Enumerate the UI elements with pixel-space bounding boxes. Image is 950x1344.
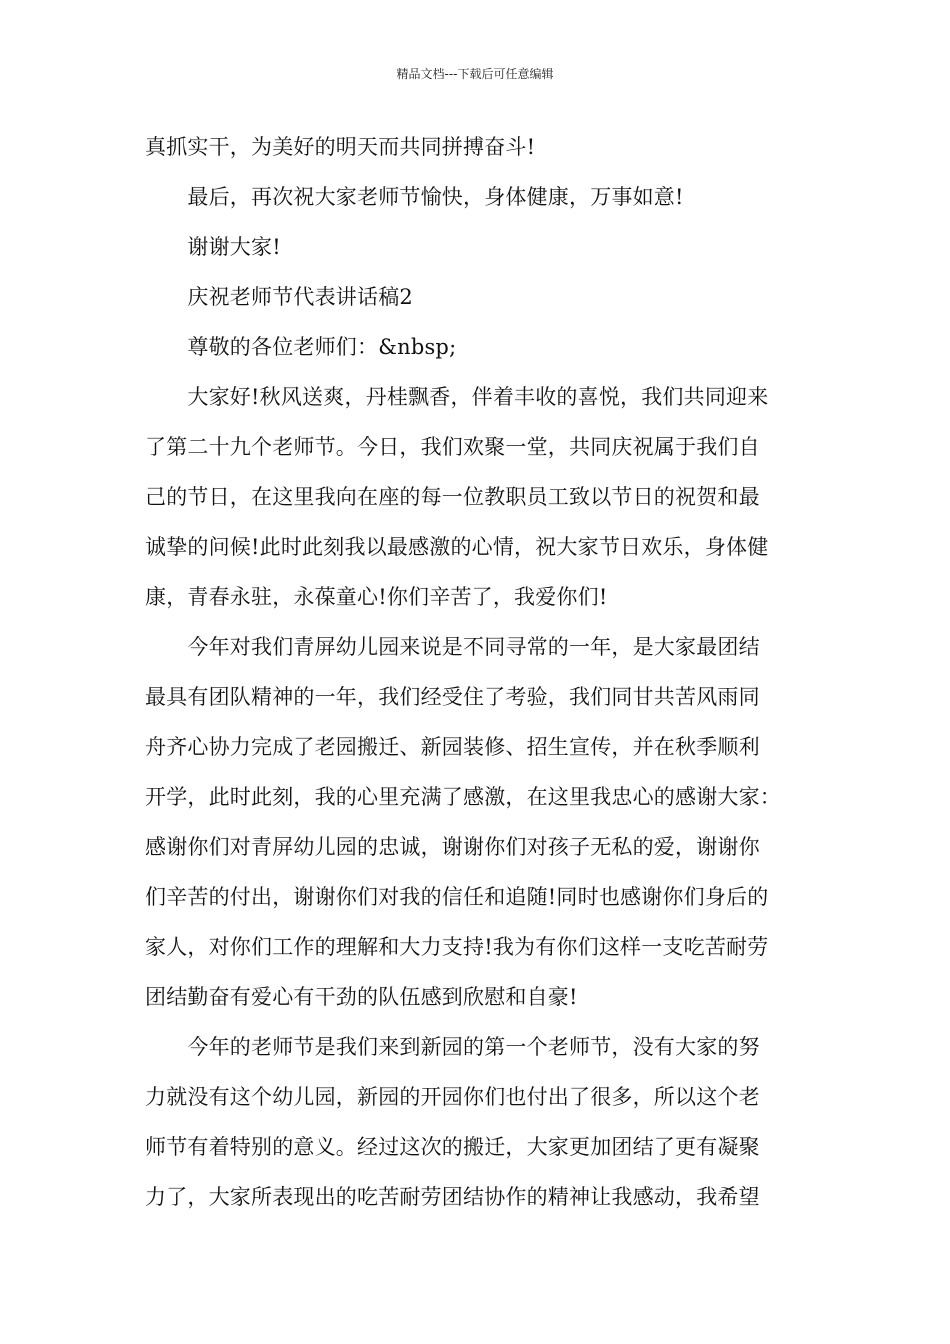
document-body [145, 122, 815, 1222]
text-line: 最后，再次祝大家老师节愉快，身体健康，万事如意! [145, 185, 684, 209]
text-line: 谢谢大家! [145, 235, 281, 259]
text-line: 了第二十九个老师节。今日，我们欢聚一堂，共同庆祝属于我们自 [145, 435, 760, 459]
text-line: 们辛苦的付出，谢谢你们对我的信任和追随!同时也感谢你们身后的 [145, 885, 769, 909]
text-line: 诚挚的问候!此时此刻我以最感激的心情，祝大家节日欢乐，身体健 [145, 535, 769, 559]
section-title: 庆祝老师节代表讲话稿2 [145, 285, 413, 309]
text-line: 力就没有这个幼儿园，新园的开园你们也付出了很多，所以这个老 [145, 1085, 760, 1109]
text-line: 康，青春永驻，永葆童心!你们辛苦了，我爱你们! [145, 585, 608, 609]
text-line: 大家好!秋风送爽，丹桂飘香，伴着丰收的喜悦，我们共同迎来 [145, 385, 769, 409]
text-line: 开学，此时此刻，我的心里充满了感激，在这里我忠心的感谢大家： [145, 785, 781, 809]
text-line: 团结勤奋有爱心有干劲的队伍感到欣慰和自豪! [145, 985, 578, 1009]
text-line: 师节有着特别的意义。经过这次的搬迁，大家更加团结了更有凝聚 [145, 1135, 760, 1159]
text-line: 舟齐心协力完成了老园搬迁、新园装修、招生宣传，并在秋季顺利 [145, 735, 760, 759]
text-line: 今年的老师节是我们来到新园的第一个老师节，没有大家的努 [145, 1035, 760, 1059]
salutation: 尊敬的各位老师们：&nbsp; [145, 335, 457, 359]
page-header: 精品文档---下载后可任意编辑 [396, 67, 554, 81]
text-line: 真抓实干，为美好的明天而共同拼搏奋斗! [145, 135, 536, 159]
text-line: 感谢你们对青屏幼儿园的忠诚，谢谢你们对孩子无私的爱，谢谢你 [145, 835, 760, 859]
text-line: 今年对我们青屏幼儿园来说是不同寻常的一年，是大家最团结 [145, 635, 760, 659]
text-line: 力了，大家所表现出的吃苦耐劳团结协作的精神让我感动，我希望 [145, 1185, 760, 1209]
text-line: 最具有团队精神的一年，我们经受住了考验，我们同甘共苦风雨同 [145, 685, 760, 709]
text-line: 家人，对你们工作的理解和大力支持!我为有你们这样一支吃苦耐劳 [145, 935, 769, 959]
text-line: 己的节日，在这里我向在座的每一位教职员工致以节日的祝贺和最 [145, 485, 760, 509]
